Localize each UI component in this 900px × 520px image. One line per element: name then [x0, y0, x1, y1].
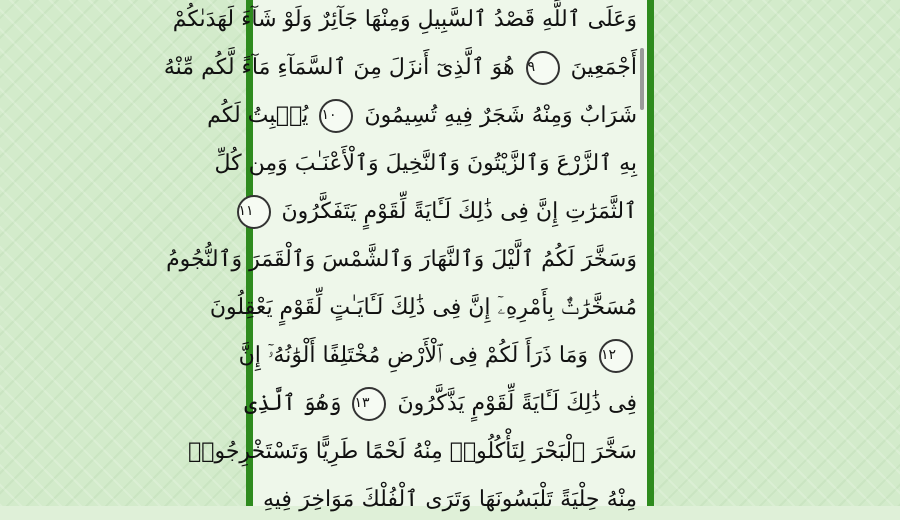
line-text: بِهِ ٱلزَّرْعَ وَٱلزَّيْتُونَ وَٱلنَّخِيلَ وَٱلْأَعْنَـٰبَ وَمِن كُلِّ: [214, 151, 637, 176]
text-line-2: [163, 48, 637, 88]
text-line-11: [263, 480, 637, 520]
text-line-10: [188, 432, 637, 472]
line-text: أَجْمَعِينَ: [570, 55, 637, 80]
line-text: فِى ذَٰلِكَ لَـَٔايَةً لِّقَوْمٍ يَذَّكَّرُونَ: [397, 391, 637, 416]
scrollbar-thumb[interactable]: [640, 48, 644, 110]
right-background-panel: [654, 0, 900, 506]
line-text: وَسَخَّرَ لَكُمُ ٱلَّيْلَ وَٱلنَّهَارَ وَٱلشَّمْسَ وَٱلْقَمَرَ وَٱلنُّجُومُ: [166, 247, 637, 272]
text-line-7: [209, 288, 637, 328]
verse-marker-12: ١٢: [599, 339, 633, 373]
text-line-1: [172, 0, 637, 40]
text-line-6: [166, 240, 637, 280]
text-line-9: [244, 384, 637, 424]
line-text: وَهُوَ ٱلَّذِى: [244, 391, 342, 416]
line-text: وَمَا ذَرَأَ لَكُمْ فِى ٱلْأَرْضِ مُخْتَلِفًا أَلْوَٰنُهُۥٓ إِنَّ: [238, 343, 588, 368]
text-line-4: [214, 144, 637, 184]
line-text: مِنْهُ حِلْيَةً تَلْبَسُونَهَا وَتَرَى ٱلْفُلْكَ مَوَاخِرَ فِيهِ: [263, 487, 637, 512]
page-border-right: [647, 0, 654, 506]
quran-page: [163, 0, 647, 512]
line-text: يُنۢبِتُ لَكُم: [207, 103, 309, 128]
verse-marker-11: ١١: [237, 195, 271, 229]
text-line-5: [238, 192, 637, 232]
line-text: هُوَ ٱلَّذِىٓ أَنزَلَ مِنَ ٱلسَّمَآءِ مَآءً لَّكُم مِّنْهُ: [163, 55, 515, 80]
text-line-3: [207, 96, 637, 136]
verse-marker-9: ٩: [526, 51, 560, 85]
verse-marker-13: ١٣: [352, 387, 386, 421]
text-line-8: [238, 336, 637, 376]
line-text: شَرَابٌ وَمِنْهُ شَجَرٌ فِيهِ تُسِيمُونَ: [364, 103, 637, 128]
line-text: ٱلثَّمَرَٰتِ إِنَّ فِى ذَٰلِكَ لَـَٔايَةً لِّقَوْمٍ يَتَفَكَّرُونَ: [281, 199, 637, 224]
line-text: وَعَلَى ٱللَّهِ قَصْدُ ٱلسَّبِيلِ وَمِنْهَا جَآئِرٌ وَلَوْ شَآءَ لَهَدَىٰكُمْ: [172, 7, 637, 32]
verse-marker-10: ١٠: [319, 99, 353, 133]
line-text: مُسَخَّرَٰتٌۢ بِأَمْرِهِۦٓ إِنَّ فِى ذَٰلِكَ لَـَٔايَـٰتٍ لِّقَوْمٍ يَعْقِلُونَ: [209, 295, 637, 320]
line-text: سَخَّرَ ٱلْبَحْرَ لِتَأْكُلُوا۟ مِنْهُ لَحْمًا طَرِيًّا وَتَسْتَخْرِجُوا۟: [188, 439, 637, 464]
